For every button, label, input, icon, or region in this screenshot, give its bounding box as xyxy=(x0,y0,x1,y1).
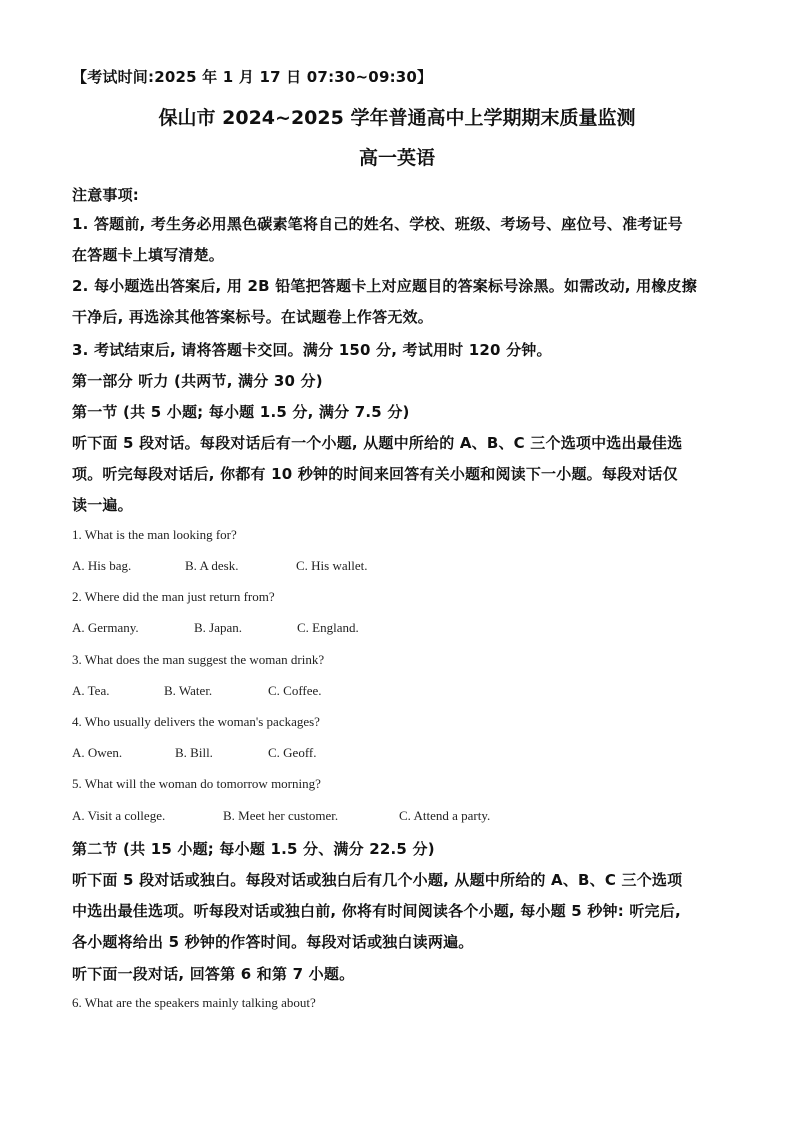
section2-instructions-line-1: 听下面 5 段对话或独白。每段对话或独白后有几个小题, 从题中所给的 A、B、C 三个选项 xyxy=(72,871,683,889)
question-3-option-c: C. Coffee. xyxy=(268,683,322,698)
question-3-option-b: B. Water. xyxy=(164,683,213,698)
question-2-stem: 2. Where did the man just return from? xyxy=(72,589,275,604)
section1-heading: 第一节 (共 5 小题; 每小题 1.5 分, 满分 7.5 分) xyxy=(72,403,410,421)
question-1-stem: 1. What is the man looking for? xyxy=(72,527,237,542)
question-6-stem: 6. What are the speakers mainly talking about? xyxy=(72,995,316,1010)
question-4-option-c: C. Geoff. xyxy=(268,745,317,760)
question-5-stem: 5. What will the woman do tomorrow morning? xyxy=(72,776,321,791)
question-2-option-b: B. Japan. xyxy=(194,620,243,635)
question-2-option-c: C. England. xyxy=(297,620,359,635)
note-2-line-1: 2. 每小题选出答案后, 用 2B 铅笔把答题卡上对应题目的答案标号涂黑。如需改动, 用橡皮擦 xyxy=(72,277,697,295)
question-1-option-a: A. His bag. xyxy=(72,558,132,573)
note-2-line-2: 干净后, 再选涂其他答案标号。在试题卷上作答无效。 xyxy=(72,308,433,326)
section1-instructions-line-3: 读一遍。 xyxy=(72,496,133,514)
question-5-option-b: B. Meet her customer. xyxy=(223,808,339,823)
section1-instructions-line-2: 项。听完每段对话后, 你都有 10 秒钟的时间来回答有关小题和阅读下一小题。每段对话仅 xyxy=(72,465,678,483)
notes-heading: 注意事项: xyxy=(72,186,139,204)
note-1-line-2: 在答题卡上填写清楚。 xyxy=(72,246,225,264)
exam-title: 保山市 2024~2025 学年普通高中上学期期末质量监测 xyxy=(158,107,636,129)
note-1-line-1: 1. 答题前, 考生务必用黑色碳素笔将自己的姓名、学校、班级、考场号、座位号、准考证号 xyxy=(72,215,683,233)
section2-instructions-line-2: 中选出最佳选项。听每段对话或独白前, 你将有时间阅读各个小题, 每小题 5 秒钟: 听完后, xyxy=(72,902,681,920)
exam-time: 【考试时间:2025 年 1 月 17 日 07:30~09:30】 xyxy=(72,68,433,86)
question-5-option-c: C. Attend a party. xyxy=(399,808,491,823)
question-4-stem: 4. Who usually delivers the woman's packages? xyxy=(72,714,320,729)
section2-instructions-line-3: 各小题将给出 5 秒钟的作答时间。每段对话或独白读两遍。 xyxy=(72,933,474,951)
question-4-option-a: A. Owen. xyxy=(72,745,123,760)
section1-instructions-line-1: 听下面 5 段对话。每段对话后有一个小题, 从题中所给的 A、B、C 三个选项中选出最佳选 xyxy=(72,434,683,452)
question-5-option-a: A. Visit a college. xyxy=(72,808,166,823)
note-3: 3. 考试结束后, 请将答题卡交回。满分 150 分, 考试用时 120 分钟。 xyxy=(72,341,552,359)
question-3-option-a: A. Tea. xyxy=(72,683,110,698)
section2-sub-instruction: 听下面一段对话, 回答第 6 和第 7 小题。 xyxy=(72,965,355,983)
question-1-option-b: B. A desk. xyxy=(185,558,239,573)
section2-heading: 第二节 (共 15 小题; 每小题 1.5 分、满分 22.5 分) xyxy=(72,840,435,858)
question-2-option-a: A. Germany. xyxy=(72,620,139,635)
question-4-option-b: B. Bill. xyxy=(175,745,213,760)
part1-heading: 第一部分 听力 (共两节, 满分 30 分) xyxy=(72,372,323,390)
exam-subtitle: 高一英语 xyxy=(358,147,435,169)
question-1-option-c: C. His wallet. xyxy=(296,558,368,573)
question-3-stem: 3. What does the man suggest the woman drink? xyxy=(72,652,325,667)
